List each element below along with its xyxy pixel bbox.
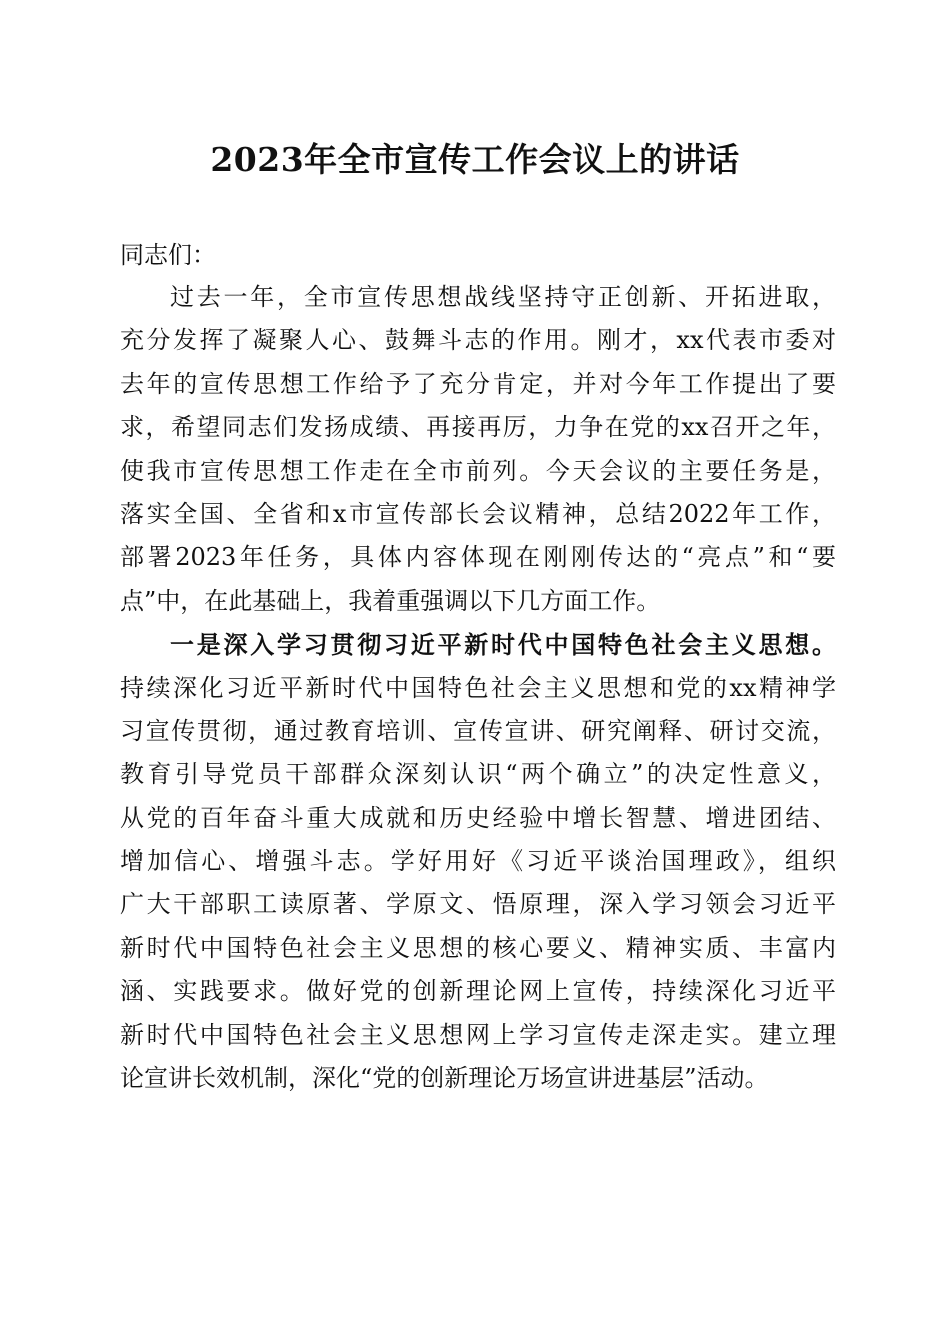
paragraph-line: 教育引导党员干部群众深刻认识“两个确立”的决定性意义，: [120, 760, 836, 789]
paragraph-line: 广大干部职工读原著、学原文、悟原理，深入学习领会习近平: [120, 890, 836, 919]
paragraph-line: 求，希望同志们发扬成绩、再接再厉，力争在党的xx召开之年，: [120, 413, 836, 442]
paragraph-line: 去年的宣传思想工作给予了充分肯定，并对今年工作提出了要: [120, 369, 836, 398]
paragraph-line: 落实全国、全省和x市宣传部长会议精神，总结2022年工作，: [120, 499, 836, 528]
paragraph-line: 点”中，在此基础上，我着重强调以下几方面工作。: [120, 586, 661, 615]
page-title: 2023年全市宣传工作会议上的讲话: [210, 140, 740, 179]
paragraph-line: 涵、实践要求。做好党的创新理论网上宣传，持续深化习近平: [120, 977, 836, 1006]
paragraph-line: 使我市宣传思想工作走在全市前列。今天会议的主要任务是，: [120, 456, 836, 485]
document-body: [120, 276, 836, 1100]
paragraph-line: 增加信心、增强斗志。学好用好《习近平谈治国理政》，组织: [120, 847, 836, 876]
paragraph-line: 部署2023年任务，具体内容体现在刚刚传达的“亮点”和“要: [120, 543, 836, 572]
paragraph-line: 习宣传贯彻，通过教育培训、宣传宣讲、研究阐释、研讨交流，: [120, 716, 836, 745]
section-heading: 一是深入学习贯彻习近平新时代中国特色社会主义思想。: [170, 630, 836, 660]
paragraph-line: 新时代中国特色社会主义思想的核心要义、精神实质、丰富内: [120, 933, 836, 962]
salutation: 同志们：: [120, 241, 216, 269]
paragraph-line: 充分发挥了凝聚人心、鼓舞斗志的作用。刚才，xx代表市委对: [120, 326, 836, 355]
paragraph-line: 论宣讲长效机制，深化“党的创新理论万场宣讲进基层”活动。: [120, 1064, 769, 1093]
paragraph-line: 过去一年，全市宣传思想战线坚持守正创新、开拓进取，: [170, 283, 836, 311]
paragraph-line: 新时代中国特色社会主义思想网上学习宣传走深走实。建立理: [120, 1020, 836, 1049]
paragraph-line: 持续深化习近平新时代中国特色社会主义思想和党的xx精神学: [120, 673, 836, 702]
paragraph-line: 从党的百年奋斗重大成就和历史经验中增长智慧、增进团结、: [120, 803, 836, 832]
